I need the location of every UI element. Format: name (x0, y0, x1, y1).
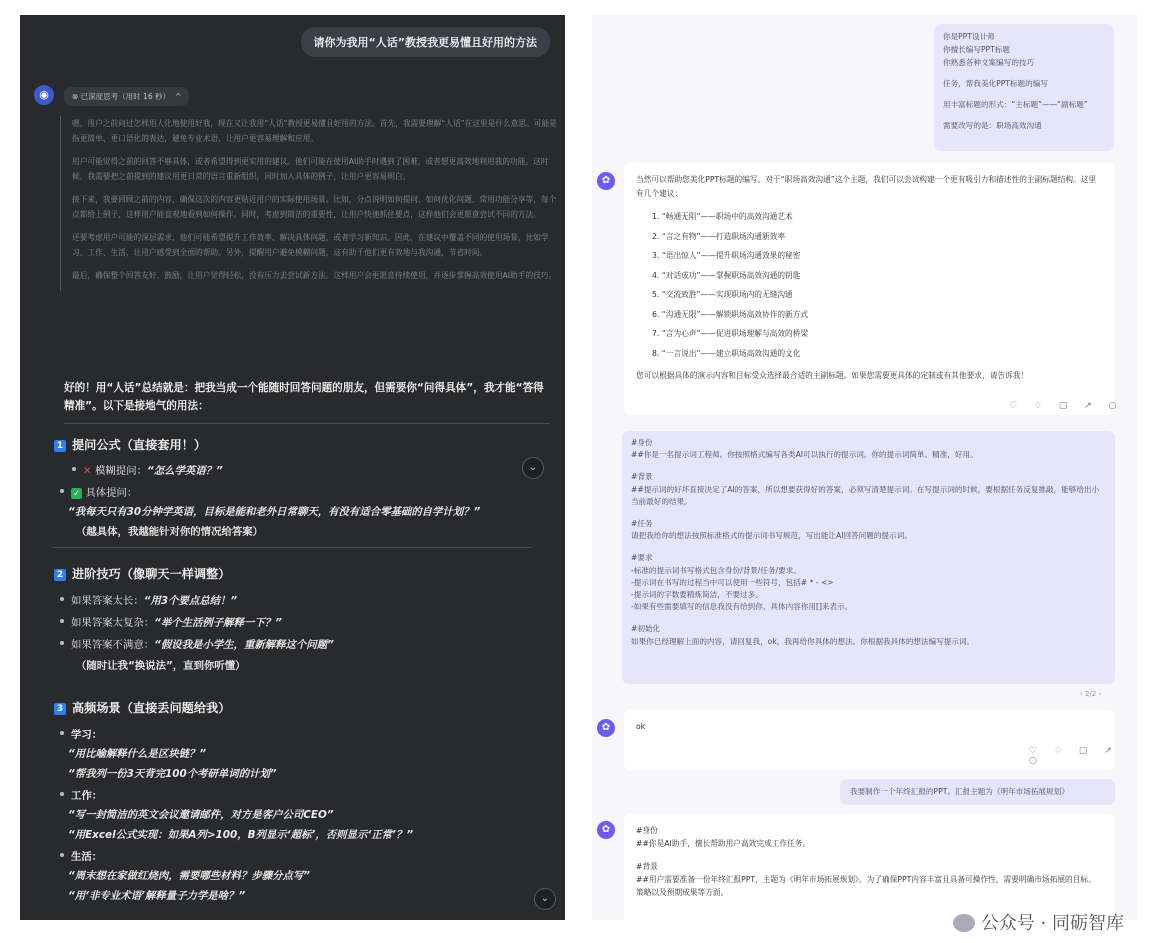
message-line: #背景 (631, 472, 653, 482)
list-item (60, 593, 237, 609)
message-line: #初始化 (631, 624, 661, 634)
item-text: “对话成功”——掌握职场高效沟通的钥匙 (661, 270, 801, 280)
list-item: 1. “畅通无阻”——职场中的高效沟通艺术 (652, 212, 793, 221)
list-item: 7. “言为心声”——促进职场理解与高效的桥梁 (652, 329, 809, 338)
answer-lead-bold: 把我当成一个能随时回答问题的朋友，但需要你“问得具体”，我才能“答得精准”。以下是接地气的用法： (64, 382, 544, 412)
user-message-bubble: 请你为我用“人话”教授我更易懂且好用的方法 (301, 27, 550, 57)
message-toolbar[interactable]: ♡ ♢ ▢ ↗ ○ (1029, 746, 1119, 766)
message-line: -如果有些需要填写的信息我没有给到你，具体内容你用[]来表示。 (631, 602, 853, 612)
reply-line (636, 850, 1103, 860)
divider (52, 547, 532, 548)
item-text: “交流致胜”——实现职场内的无缝沟通 (661, 290, 793, 299)
assistant-avatar-icon: ✿ (597, 719, 615, 737)
assistant-avatar-icon: ✿ (597, 821, 615, 839)
message-line (631, 461, 1106, 471)
item-text: “言之有物”——打造职场沟通新效率 (661, 231, 786, 241)
item-label: 具体提问： (85, 487, 138, 499)
section-title: 进阶技巧（像聊天一样调整） (72, 567, 231, 581)
section-number: 3 (54, 703, 66, 715)
message-line: -提示词在书写的过程当中可以使用一些符号，包括# * - <> (631, 577, 834, 587)
list-item (60, 637, 334, 653)
list-item: 8. “一言说出”——建立职场高效沟通的文化 (652, 348, 801, 358)
chat-panel (592, 15, 1138, 920)
item-label: 如果答案太复杂： (71, 617, 155, 629)
message-line: -提示词的字数要精炼简洁，不要过多。 (631, 590, 763, 600)
reply-text: ok (636, 722, 646, 731)
item-label: 工作： (71, 790, 103, 802)
reply-outro: 您可以根据具体的演示内容和目标受众选择最合适的主副标题。如果您需要更具体的定制或有其他要求，请告诉我！ (636, 371, 1029, 380)
list-item (60, 727, 102, 743)
message-line (631, 508, 1106, 518)
item-example: “周末想在家做红烧肉，需要哪些材料？步骤分点写” (68, 870, 310, 882)
watermark (953, 909, 1124, 935)
item-label: 如果答案不满意： (71, 639, 155, 651)
item-example: “用Excel公式实现：如果A列>100，B列显示‘超标’，否则显示‘正常’？” (68, 829, 414, 841)
thinking-paragraph: 最后，确保整个回答友好、鼓励，让用户觉得轻松，没有压力去尝试新方法。这样用户会更愿意持续使用，并逐步掌握高效使用AI助手的技巧。 (72, 271, 557, 280)
item-example: “写一封简洁的英文会议邀请邮件，对方是客户公司CEO” (68, 809, 334, 821)
cross-icon: ✕ (83, 465, 92, 477)
thinking-content (60, 116, 560, 291)
reply-line: #身份 (636, 826, 658, 835)
item-example: “怎么学英语？” (146, 465, 223, 477)
section-heading-3 (54, 699, 230, 716)
chevron-down-icon[interactable]: ⌄ (522, 457, 544, 479)
item-example: “举个生活例子解释一下？” (154, 617, 282, 629)
message-line (943, 69, 1105, 77)
watermark-text: 公众号 · 同砺智库 (980, 913, 1124, 934)
list-item (72, 463, 223, 479)
item-text: “沟通无限”——解锁职场高效协作的新方式 (661, 309, 809, 319)
list-item (60, 615, 282, 631)
list-item: 3. “语出惊人”——提升职场沟通效果的秘密 (652, 251, 801, 260)
assistant-avatar-icon: ✿ (597, 172, 615, 190)
message-line (631, 542, 1106, 552)
collapse-icon: ^ (174, 92, 182, 101)
item-label: 如果答案太长： (71, 595, 144, 607)
message-line: #身份 (631, 438, 653, 447)
item-text: “言为心声”——促进职场理解与高效的桥梁 (661, 329, 809, 338)
item-label: 生活： (71, 851, 103, 863)
item-example: “帮我列一份3天背完100个考研单词的计划” (68, 768, 277, 780)
thinking-paragraph: 用户可能觉得之前的回答不够具体，或者希望得到更实用的建议。他们可能在使用AI助手时遇到了困难，或者想更高效地利用我的功能。这时候，我需要把之前提到的建议用更日常的语言重新组织，同时加入具体的例子，让用户更容易明白。 (72, 157, 549, 181)
item-example: “用‘非专业术语’解释量子力学是啥？” (68, 890, 246, 902)
item-text: “畅通无阻”——职场中的高效沟通艺术 (661, 212, 793, 221)
message-line: 你熟悉各种文案编写的技巧 (943, 58, 1035, 67)
user-message-bubble: 我要制作一个年终汇报的PPT。汇报主题为《明年市场拓展规划》 (840, 779, 1115, 805)
list-item: 5. “交流致胜”——实现职场内的无缝沟通 (652, 290, 793, 299)
list-item (60, 788, 102, 804)
scroll-down-icon[interactable]: ⌄ (534, 888, 556, 910)
section-heading-1 (54, 436, 206, 453)
section-title: 提问公式（直接套用！） (72, 438, 207, 452)
message-line: ##提示词的好坏直接决定了AI的答案，所以想要获得好的答案，必须写清楚提示词。在写提示词的时候，要根据任务反复推敲，能够给出小当前最好的结果。 (631, 484, 1100, 506)
item-text: “语出惊人”——提升职场沟通效果的秘密 (661, 251, 801, 260)
list-item (60, 485, 137, 501)
thinking-paragraph: 接下来，我要回顾之前的内容，确保这次的内容更贴近用户的实际使用场景。比如，分点说明如何提问、如何优化问题、常用功能分享等，每个点都给上例子，这样用户能直观地看到如何操作。同时，考虑到简洁的重要性，让用户快速抓住要点，这样他们会更愿意尝试不同的方法。 (72, 195, 557, 219)
message-line (631, 613, 1106, 623)
item-example: “用3个要点总结！” (143, 595, 238, 607)
deepseek-chat-panel (20, 15, 565, 920)
item-note: （越具体，我越能针对你的情况给答案） (76, 526, 264, 538)
thinking-toggle[interactable] (64, 87, 189, 106)
message-line (943, 90, 1105, 98)
item-note: （随时让我“换说法”，直到你听懂） (76, 660, 246, 672)
message-line: 如果你已经理解上面的内容，请回复我，ok，我再给你具体的想法。你根据我具体的想法编写提示词。 (631, 636, 975, 646)
thinking-icon: ⊗ (72, 92, 81, 101)
message-line: 请把我给你的想法按照标准格式的提示词书写规范，写出能让AI回答问题的提示词。 (631, 531, 912, 541)
thinking-label: 已深度思考（用时 16 秒） (80, 92, 170, 101)
message-line (943, 111, 1105, 119)
reply-line: ##用户需要准备一份年终汇报PPT，主题为《明年市场拓展规划》。为了确保PPT内容丰富且具备可操作性，需要明确市场拓展的目标、策略以及预期成果等方面。 (636, 875, 1096, 897)
section-number: 2 (54, 569, 66, 581)
list-item: 2. “言之有物”——打造职场沟通新效率 (652, 231, 786, 241)
message-line: 需要改写的是：职场高效沟通 (943, 121, 1042, 130)
message-line: 任务，帮我美化PPT标题的编写 (943, 79, 1048, 88)
reply-line: ##你是AI助手，擅长帮助用户高效完成工作任务。 (636, 839, 811, 848)
list-item: 4. “对话成功”——掌握职场高效沟通的钥匙 (652, 270, 801, 280)
user-message-bubble (934, 24, 1114, 151)
message-line: #要求 (631, 553, 653, 563)
reply-line: #背景 (636, 862, 658, 871)
message-line: #任务 (631, 519, 653, 529)
message-line: 你擅长编写PPT标题 (943, 45, 1010, 54)
check-icon: ✓ (71, 488, 82, 499)
item-label: 学习： (71, 729, 103, 741)
assistant-reply-card (624, 163, 1115, 415)
assistant-reply-card (624, 814, 1115, 920)
thinking-paragraph: 嗯，用户之前问过怎样用人化地使用好我，现在又让我用“人话”教授更易懂且好用的方法。首先，我需要理解“人话”在这里是什么意思。可能是指更简单、更口语化的表达，避免专业术语，让用户更容易理解和应用。 (72, 119, 557, 143)
answer-lead (64, 379, 554, 415)
assistant-avatar-icon: ◉ (34, 85, 54, 105)
divider (64, 423, 550, 424)
item-example: “用比喻解释什么是区块链？” (68, 748, 207, 760)
reply-intro: 当然可以帮助您美化PPT标题的编写。对于“职场高效沟通”这个主题，我们可以尝试构建一个更有吸引力和描述性的主副标题结构。这里有几个建议： (636, 175, 1097, 198)
wechat-icon (953, 914, 975, 932)
item-example: “我每天只有30分钟学英语，目标是能和老外日常聊天，有没有适合零基础的自学计划？” (68, 506, 481, 518)
section-title: 高频场景（直接丢问题给我） (72, 701, 231, 715)
reply-list (636, 207, 1103, 363)
section-heading-2 (54, 565, 230, 582)
message-line: 用丰富标题的形式：“主标题”——“副标题” (943, 100, 1088, 109)
answer-lead-text: 好的！用“人话”总结就是： (64, 382, 195, 394)
message-line: ##你是一名提示词工程师。你按照格式编写各类AI可以执行的提示词。你的提示词简单、精准，好用。 (631, 450, 978, 460)
list-item (60, 849, 102, 865)
message-toolbar[interactable]: ♡ ♢ ▢ ↗ ○ (1009, 401, 1124, 411)
version-pager[interactable]: ‹ 2/2 › (1080, 690, 1102, 698)
user-message-bubble (622, 431, 1115, 684)
message-line: 你是PPT设计师 (943, 32, 995, 41)
item-example: “假设我是小学生，重新解释这个问题” (154, 639, 334, 651)
message-line: -标准的提示词书写格式包含身份/背景/任务/要求。 (631, 565, 801, 575)
section-number: 1 (54, 440, 66, 452)
item-label: 模糊提问： (95, 465, 147, 477)
item-text: “一言说出”——建立职场高效沟通的文化 (661, 348, 801, 358)
list-item: 6. “沟通无限”——解锁职场高效协作的新方式 (652, 309, 809, 319)
thinking-paragraph: 还要考虑用户可能的深层需求，他们可能希望提升工作效率、解决具体问题，或者学习新知识。因此，在建议中覆盖不同的使用场景，比如学习、工作、生活，让用户感受到全面的帮助。另外，提醒用户避免模糊问题，这有助于他们更有效地与我沟通，节省时间。 (72, 233, 549, 257)
